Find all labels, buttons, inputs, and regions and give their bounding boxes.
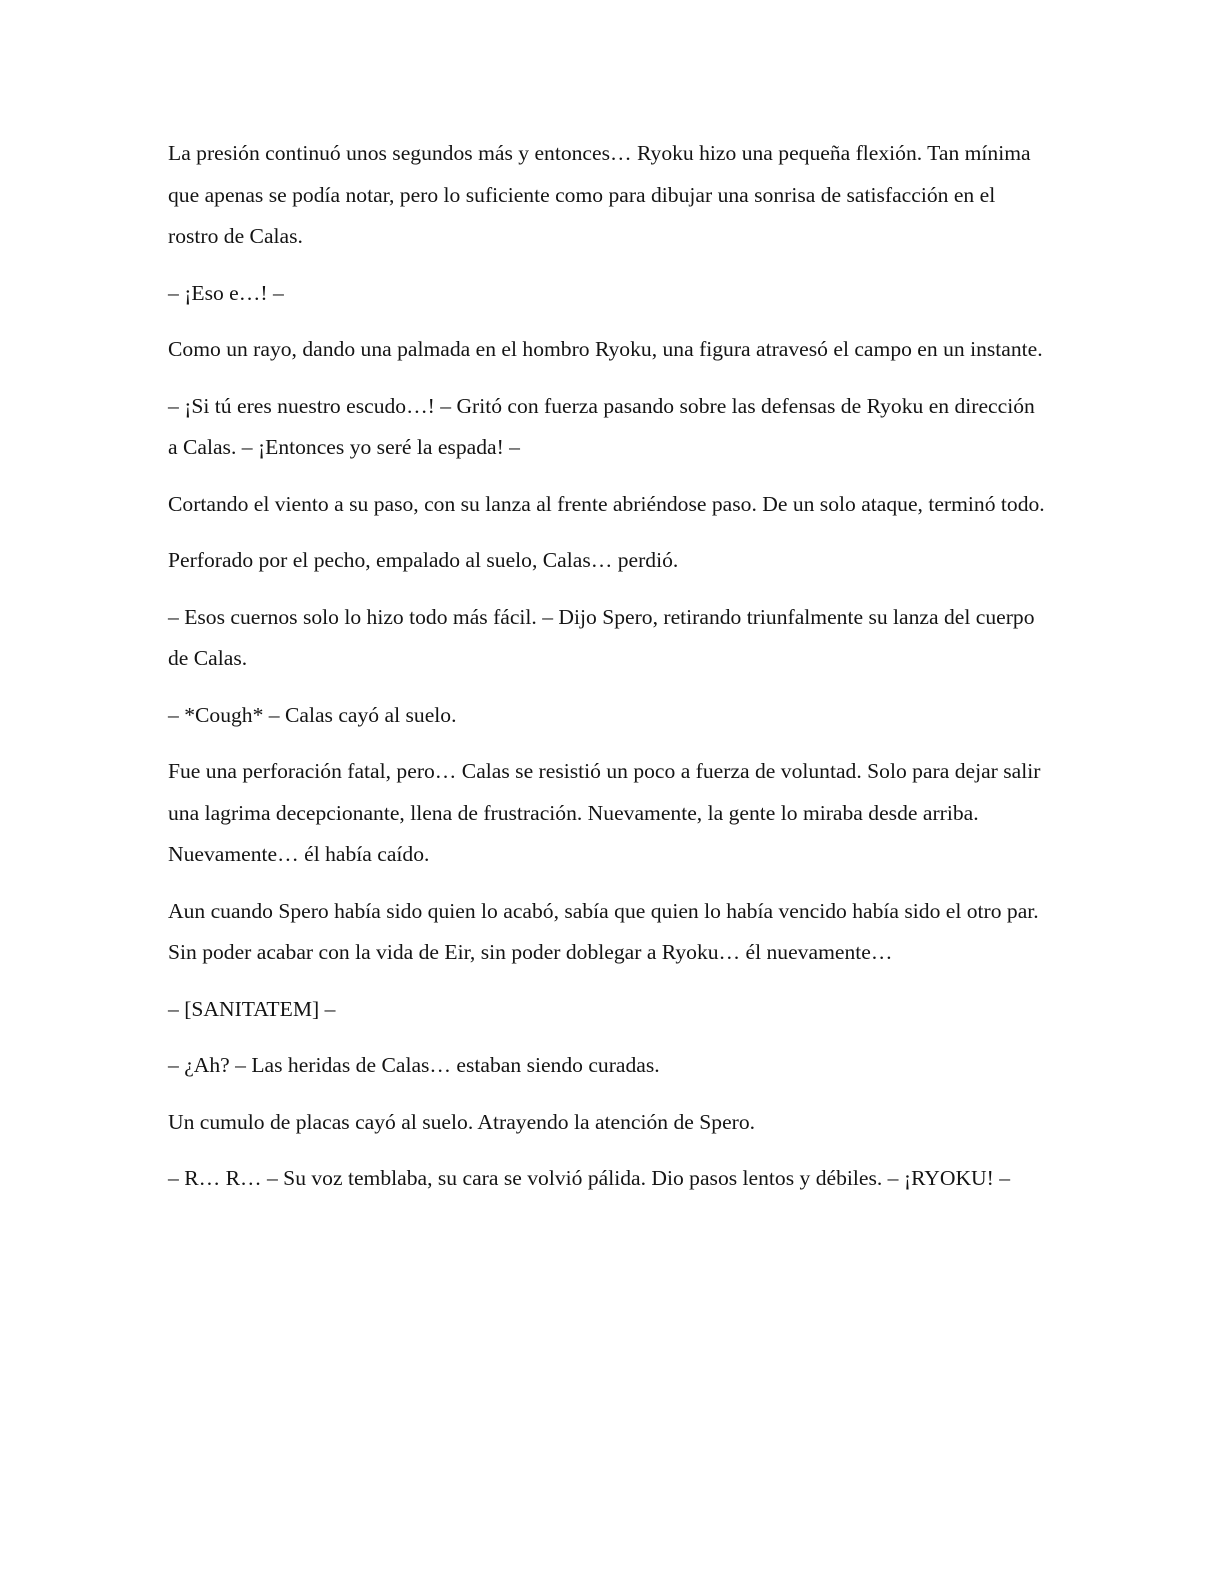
paragraph: Un cumulo de placas cayó al suelo. Atrayendo la atención de Spero. (168, 1109, 756, 1134)
paragraph: – ¿Ah? – Las heridas de Calas… estaban siendo curadas. (168, 1053, 660, 1077)
paragraph: Cortando el viento a su paso, con su lanza al frente abriéndose paso. De un solo ataque, terminó todo. (168, 491, 1045, 516)
paragraph: La presión continuó unos segundos más y entonces… Ryoku hizo una pequeña flexión. Tan mínima que apenas se podía notar, pero lo suficiente como para dibujar una sonrisa de satisfacción en el rostro de Calas. (168, 141, 1031, 248)
document-body (168, 133, 1048, 1215)
paragraph: Aun cuando Spero había sido quien lo acabó, sabía que quien lo había vencido había sido el otro par. Sin poder acabar con la vida de Eir, sin poder doblegar a Ryoku… él nuevamente… (168, 898, 1039, 964)
paragraph: – *Cough* – Calas cayó al suelo. (168, 702, 457, 727)
paragraph: Perforado por el pecho, empalado al suelo, Calas… perdió. (168, 548, 679, 572)
paragraph: – Esos cuernos solo lo hizo todo más fácil. – Dijo Spero, retirando triunfalmente su lanza del cuerpo de Calas. (168, 604, 1035, 670)
paragraph: Fue una perforación fatal, pero… Calas se resistió un poco a fuerza de voluntad. Solo para dejar salir una lagrima decepcionante, llena de frustración. Nuevamente, la gente lo miraba desde arriba. Nuevamente… él había caído. (168, 759, 1041, 866)
paragraph: Como un rayo, dando una palmada en el hombro Ryoku, una figura atravesó el campo en un instante. (168, 337, 1043, 361)
paragraph: – ¡Si tú eres nuestro escudo…! – Gritó con fuerza pasando sobre las defensas de Ryoku en dirección a Calas. – ¡Entonces yo seré la espada! – (168, 393, 1035, 459)
paragraph: – [SANITATEM] – (168, 996, 336, 1021)
paragraph: – R… R… – Su voz temblaba, su cara se volvió pálida. Dio pasos lentos y débiles. – ¡RYOKU! – (168, 1166, 1011, 1190)
paragraph: – ¡Eso e…! – (168, 280, 284, 305)
